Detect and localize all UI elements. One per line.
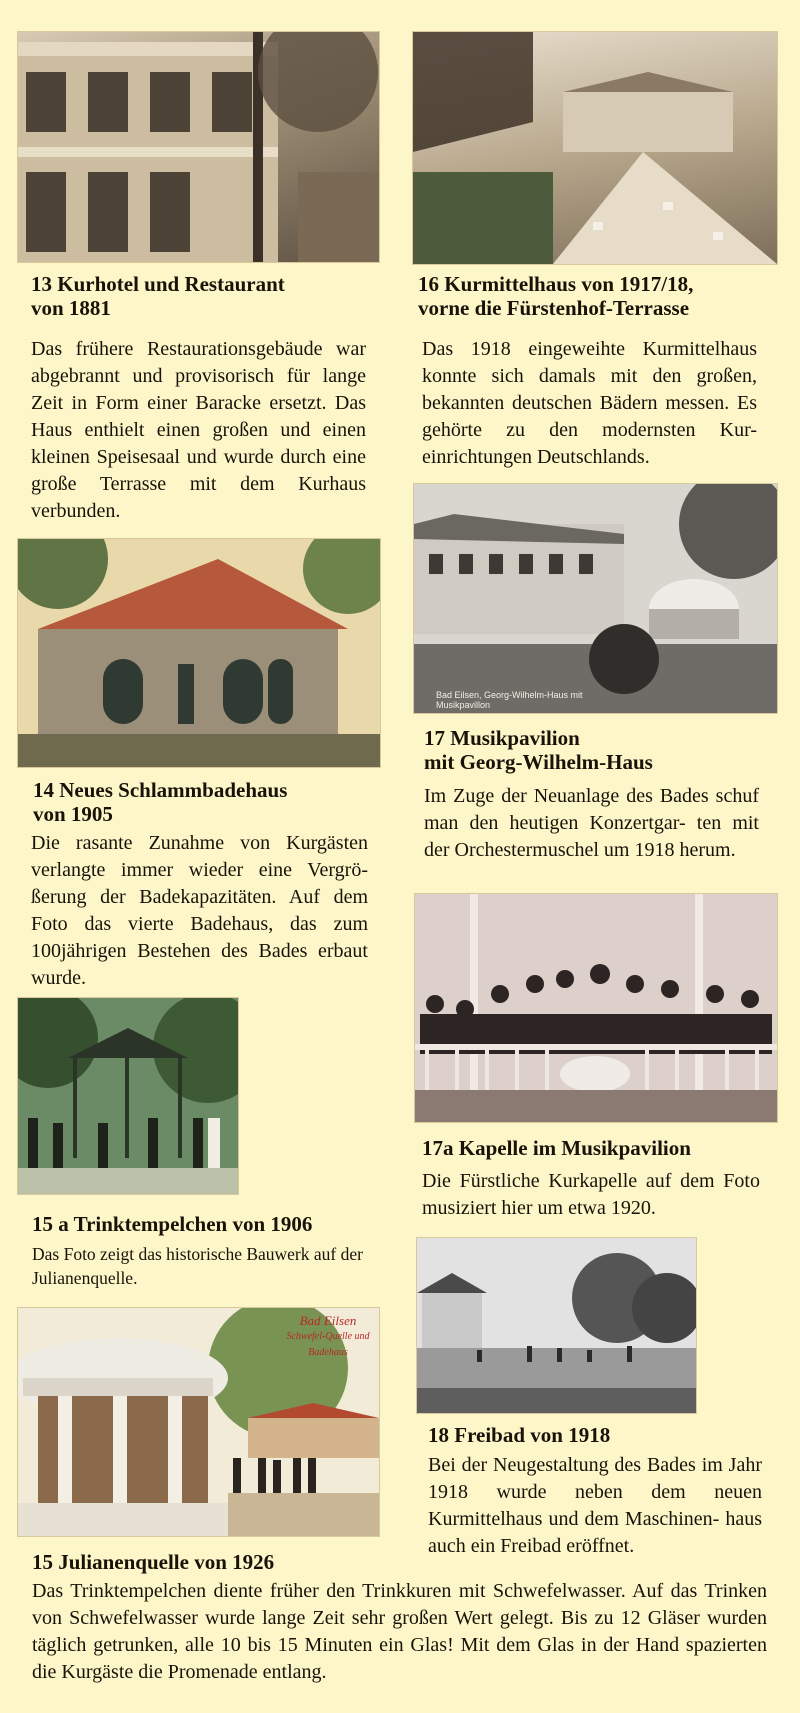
photo-kurmittelhaus: [412, 31, 778, 265]
item-15a-text: Das Foto zeigt das historische Bauwerk auf der Julianenquelle.: [32, 1244, 363, 1288]
item-18-title: 18 Freibad von 1918: [428, 1423, 611, 1447]
item-17-text: Im Zuge der Neuanlage des Bades schuf man den heutigen Konzertgar- ten mit der Orchestermuschel um 1918 herum.: [424, 785, 759, 861]
photo-julianenquelle-caption: [273, 1314, 380, 1360]
item-18-text: Bei der Neugestaltung des Bades im Jahr 1918 wurde neben dem neuen Kurmittelhaus und dem Maschinen- haus auch ein Freibad eröffnet.: [428, 1454, 762, 1557]
photo-kapelle: [414, 893, 778, 1123]
item-16-text: Das 1918 eingeweihte Kurmittelhaus konnte sich damals mit den großen, bekannten deutschen Bädern messen. Es gehörte zu den modernsten Kur- einrichtungen Deutschlands.: [422, 338, 757, 468]
photo-julianenquelle-caption-line1: Bad Eilsen: [299, 1313, 357, 1328]
photo-musikpavilion: [413, 483, 778, 714]
item-14-title-line2: von 1905: [33, 802, 113, 826]
item-16-title-line1: 16 Kurmittelhaus von 1917/18,: [418, 272, 694, 296]
photo-freibad-illustration: [417, 1238, 696, 1413]
item-15-title: 15 Julianenquelle von 1926: [32, 1550, 275, 1574]
item-16-title-line2: vorne die Fürstenhof-Terrasse: [418, 296, 690, 320]
item-13-title: [31, 272, 391, 320]
item-16-title: [418, 272, 788, 320]
item-13-title-line1: 13 Kurhotel und Restaurant: [31, 272, 285, 296]
photo-schlammbadehaus: [17, 538, 381, 768]
item-17-title-line2: mit Georg-Wilhelm-Haus: [424, 750, 653, 774]
photo-musikpavilion-caption: Bad Eilsen, Georg-Wilhelm-Haus mit Musikpavillon: [436, 690, 583, 710]
item-17a-title: 17a Kapelle im Musikpavilion: [422, 1136, 691, 1160]
photo-kapelle-illustration: [415, 894, 777, 1122]
photo-trinktempelchen: [17, 997, 239, 1195]
photo-schlammbadehaus-illustration: [18, 539, 380, 767]
photo-musikpavilion-illustration: [414, 484, 777, 713]
item-15-text: Das Trinktempelchen diente früher den Trinkkuren mit Schwefelwasser. Auf das Trinken von Schwefelwasser wurde lange Zeit sehr großen Wert gelegt. Bis zu 12 Gläser wurden täglich getrunken, alle 10 bis 15 Minuten ein Glas! Mit dem Glas in der Hand spazierten die Kurgäste die Promenade entlang.: [32, 1580, 767, 1683]
photo-freibad: [416, 1237, 697, 1414]
item-17-title-line1: 17 Musikpavilion: [424, 726, 580, 750]
photo-kurhotel-illustration: [18, 32, 379, 262]
photo-kurhotel: [17, 31, 380, 263]
photo-julianenquelle: [17, 1307, 380, 1537]
item-15a-title: 15 a Trinktempelchen von 1906: [32, 1212, 313, 1236]
item-14-text: Die rasante Zunahme von Kurgästen verlangte immer wieder eine Vergrö- ßerung der Badekapazitäten. Auf dem Foto das vierte Badehaus, das zum 100jährigen Bestehen des Bades erbaut wurde.: [31, 832, 368, 989]
item-13-text: Das frühere Restaurationsgebäude war abgebrannt und provisorisch für lange Zeit in Form einer Baracke ersetzt. Das Haus enthielt einen großen und einen kleinen Speisesaal und wurde durch eine große Terrasse mit dem Kurhaus verbunden.: [31, 338, 366, 522]
item-14-title: [33, 778, 393, 826]
photo-julianenquelle-caption-line2: Schwefel-Quelle und Badehaus: [286, 1331, 370, 1358]
item-13-title-line2: von 1881: [31, 296, 111, 320]
photo-trinktempelchen-illustration: [18, 998, 238, 1194]
item-14-title-line1: 14 Neues Schlammbadehaus: [33, 778, 288, 802]
photo-kurmittelhaus-illustration: [413, 32, 777, 264]
item-17a-text: Die Fürstliche Kurkapelle auf dem Foto musiziert hier um etwa 1920.: [422, 1170, 760, 1219]
item-17-title: [424, 726, 784, 774]
